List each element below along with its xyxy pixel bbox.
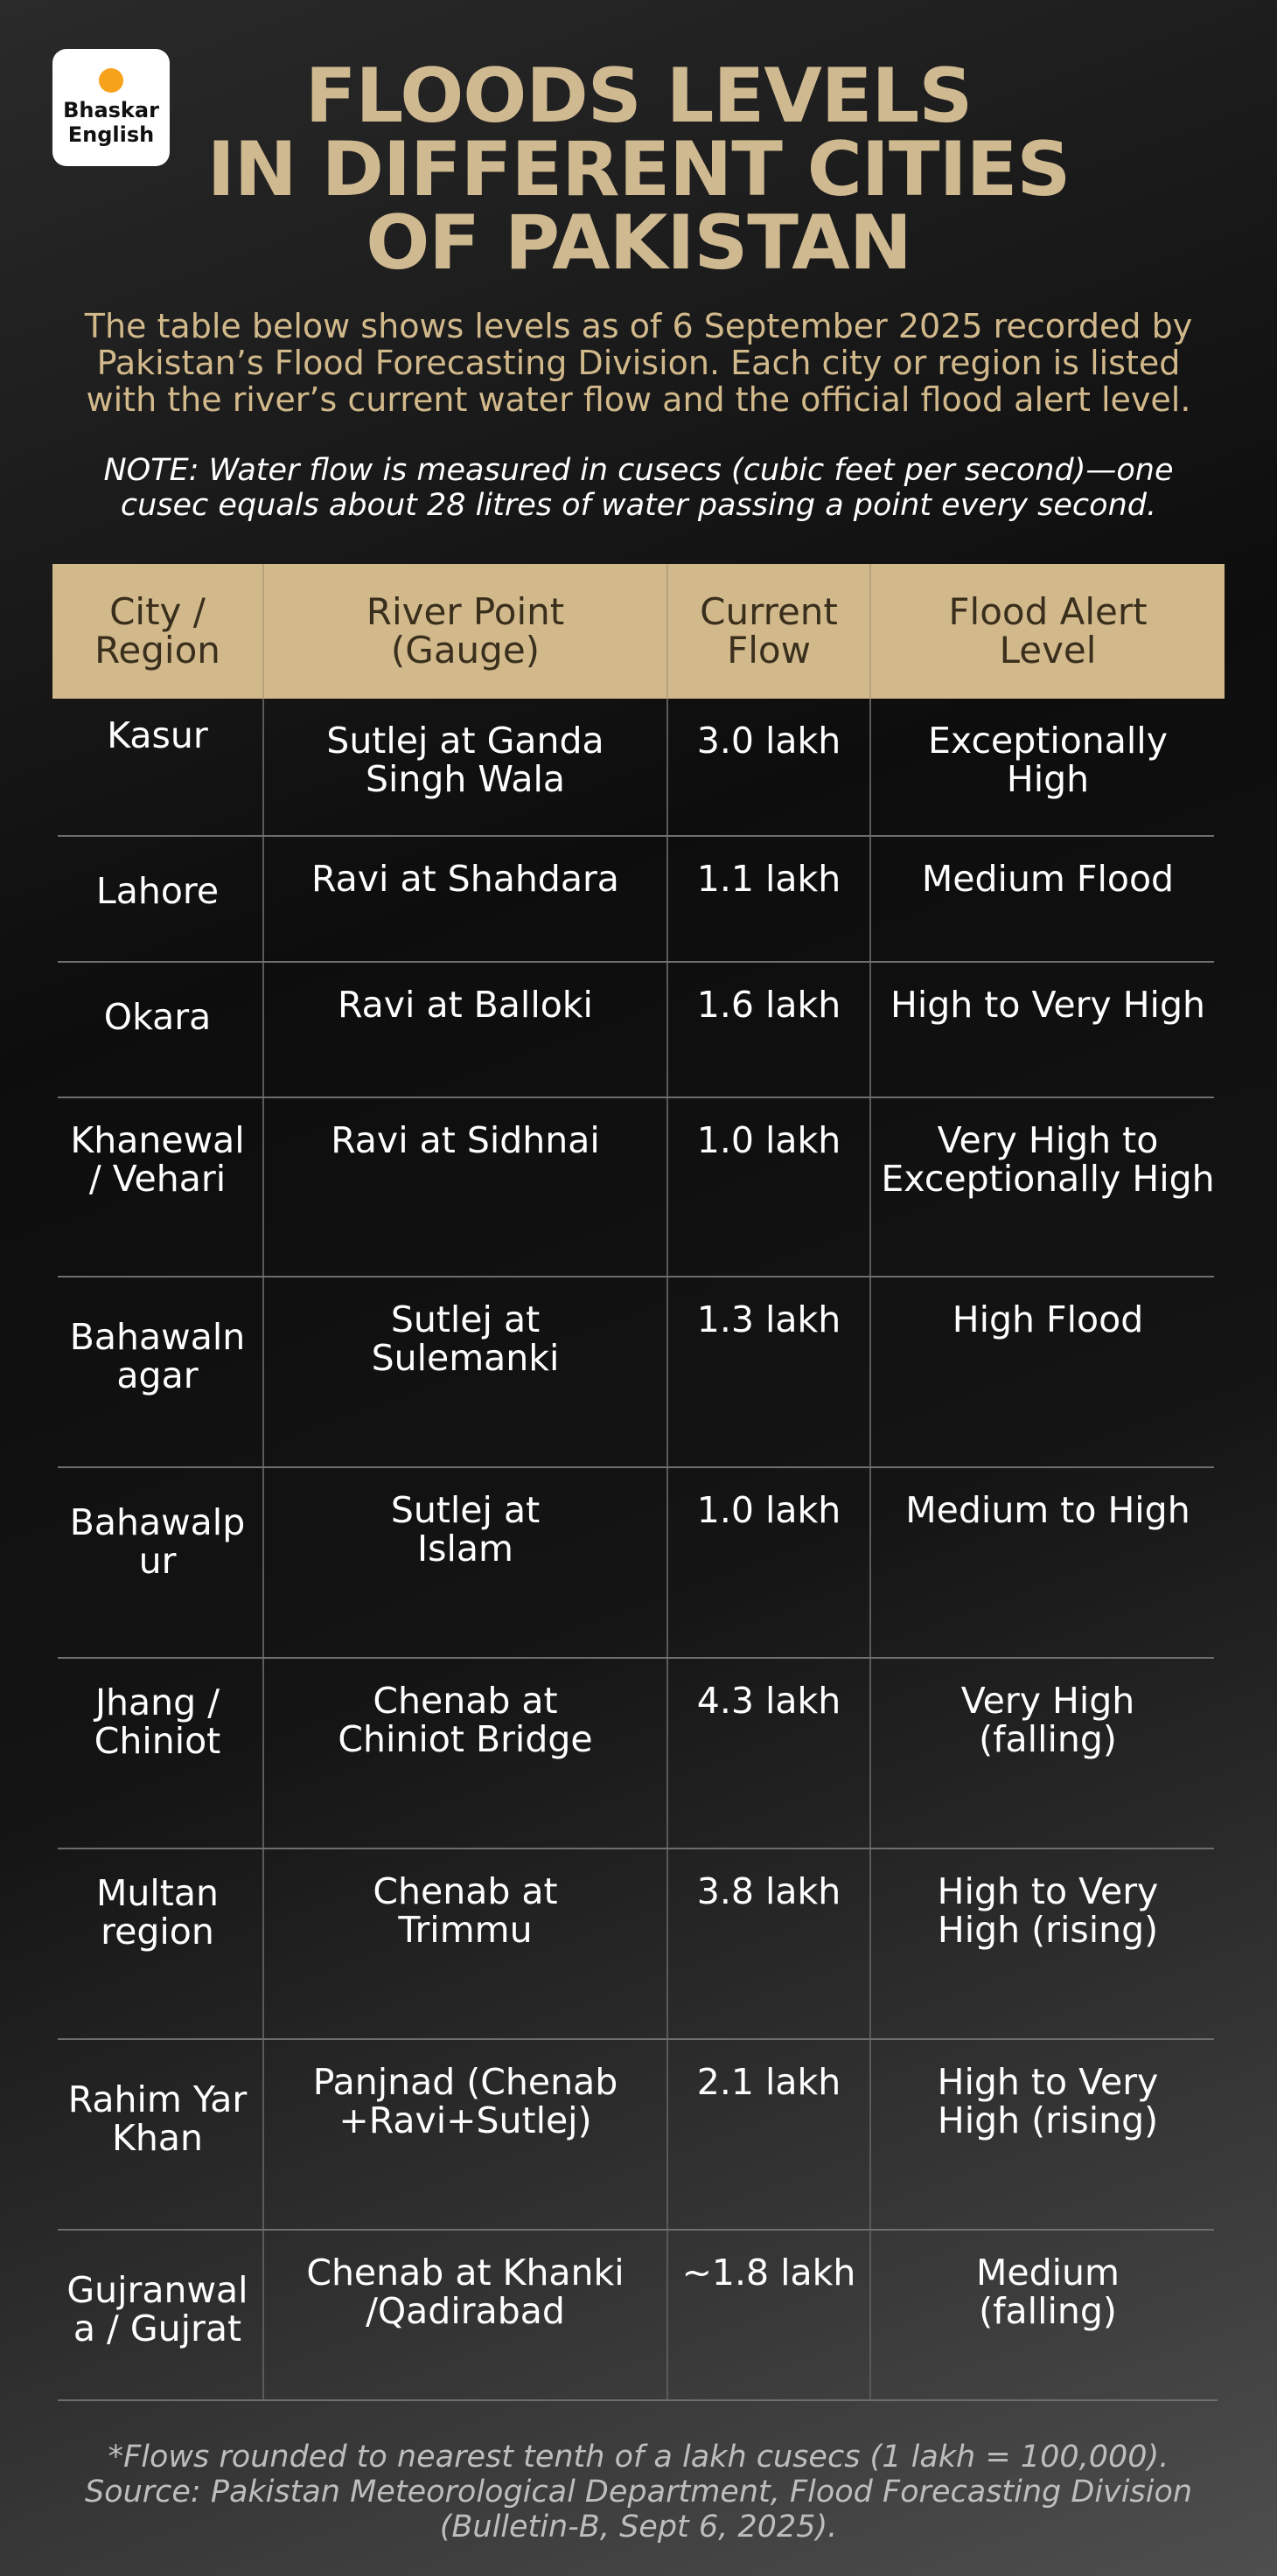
current-flow-cell-line-1: 1.0 lakh xyxy=(696,1119,841,1161)
current-flow-cell xyxy=(668,1098,871,1278)
intro-line-1: The table below shows levels as of 6 September 2025 recorded by xyxy=(84,307,1193,345)
city-cell-line-2: agar xyxy=(116,1354,199,1396)
note-paragraph xyxy=(61,453,1216,523)
header-alert-level-line-1: Flood Alert xyxy=(948,590,1148,633)
city-cell xyxy=(52,1098,264,1278)
intro-paragraph xyxy=(52,308,1225,418)
header-city-line-1: City / xyxy=(109,590,206,633)
river-point-cell xyxy=(264,963,668,1098)
current-flow-cell-line-1: 3.0 lakh xyxy=(696,720,841,762)
alert-level-cell xyxy=(871,1659,1225,1849)
city-cell xyxy=(52,1659,264,1849)
alert-level-cell xyxy=(871,963,1225,1098)
current-flow-cell-line-1: ~1.8 lakh xyxy=(681,2252,856,2294)
title-line-2: IN DIFFERENT CITIES xyxy=(206,126,1071,213)
header-alert-level xyxy=(871,564,1225,699)
header-current-flow xyxy=(668,564,871,699)
alert-level-cell-line-1: Medium Flood xyxy=(921,858,1175,900)
city-cell xyxy=(52,837,264,963)
river-point-cell-line-1: Sutlej at xyxy=(390,1298,541,1340)
city-cell xyxy=(52,963,264,1098)
table-row xyxy=(52,2040,1225,2231)
alert-level-cell xyxy=(871,837,1225,963)
footer-line-3: (Bulletin-B, Sept 6, 2025). xyxy=(439,2510,838,2545)
current-flow-cell-line-1: 1.3 lakh xyxy=(696,1298,841,1340)
river-point-cell-line-2: /Qadirabad xyxy=(366,2290,565,2332)
alert-level-cell-line-2: (falling) xyxy=(979,1718,1117,1760)
alert-level-cell-line-2: High xyxy=(1006,758,1090,800)
current-flow-cell-line-1: 1.6 lakh xyxy=(696,984,841,1026)
city-cell xyxy=(52,2040,264,2231)
river-point-cell-line-2: Chiniot Bridge xyxy=(338,1718,593,1760)
city-cell xyxy=(52,1468,264,1659)
note-line-1: NOTE: Water flow is measured in cusecs (cubic feet per second)—one xyxy=(103,453,1174,488)
header-alert-level-line-2: Level xyxy=(999,629,1097,672)
river-point-cell-line-1: Ravi at Sidhnai xyxy=(331,1119,600,1161)
footer-source-note xyxy=(35,2440,1242,2545)
alert-level-cell-line-2: (falling) xyxy=(979,2290,1117,2332)
title-line-1: FLOODS LEVELS xyxy=(304,52,973,140)
city-cell-line-1: Bahawaln xyxy=(69,1316,246,1358)
river-point-cell xyxy=(264,1468,668,1659)
alert-level-cell-line-1: Medium xyxy=(976,2252,1120,2294)
current-flow-cell-line-1: 4.3 lakh xyxy=(696,1680,841,1722)
table-row xyxy=(52,2231,1225,2401)
header-river-point xyxy=(264,564,668,699)
city-cell-line-1: Khanewal xyxy=(70,1119,245,1161)
alert-level-cell xyxy=(871,1098,1225,1278)
alert-level-cell-line-2: Exceptionally High xyxy=(881,1158,1215,1200)
river-point-cell xyxy=(264,1659,668,1849)
city-cell-line-1: Okara xyxy=(103,996,212,1038)
city-cell-line-1: Gujranwal xyxy=(66,2269,248,2311)
city-cell-line-1: Multan xyxy=(96,1872,219,1914)
city-cell-line-1: Jhang / xyxy=(94,1681,220,1723)
alert-level-cell xyxy=(871,2040,1225,2231)
city-cell-line-2: region xyxy=(101,1911,214,1953)
alert-level-cell-line-1: Medium to High xyxy=(905,1489,1190,1531)
city-cell xyxy=(52,699,264,837)
alert-level-cell-line-1: High to Very xyxy=(937,1870,1159,1912)
alert-level-cell-line-1: High Flood xyxy=(952,1298,1144,1340)
river-point-cell-line-1: Chenab at Khanki xyxy=(306,2252,625,2294)
current-flow-cell xyxy=(668,2231,871,2401)
alert-level-cell xyxy=(871,1468,1225,1659)
alert-level-cell xyxy=(871,1278,1225,1468)
header-city xyxy=(52,564,264,699)
alert-level-cell-line-1: High to Very xyxy=(937,2061,1159,2103)
city-cell xyxy=(52,2231,264,2401)
flood-levels-table xyxy=(52,564,1225,2401)
current-flow-cell xyxy=(668,837,871,963)
table-body xyxy=(52,699,1225,2401)
city-cell-line-1: Bahawalp xyxy=(69,1501,246,1543)
header-river-point-line-2: (Gauge) xyxy=(390,629,541,672)
header-current-flow-line-1: Current xyxy=(700,590,838,633)
header-city-line-2: Region xyxy=(94,629,220,672)
river-point-cell xyxy=(264,2231,668,2401)
alert-level-cell-line-1: Very High to xyxy=(937,1119,1159,1161)
river-point-cell-line-1: Panjnad (Chenab xyxy=(312,2061,618,2103)
river-point-cell-line-1: Sutlej at xyxy=(390,1489,541,1531)
city-cell-line-2: a / Gujrat xyxy=(73,2308,242,2350)
alert-level-cell-line-1: Very High xyxy=(960,1680,1135,1722)
river-point-cell xyxy=(264,1098,668,1278)
table-row xyxy=(52,1849,1225,2040)
current-flow-cell xyxy=(668,1659,871,1849)
footer-line-2: Source: Pakistan Meteorological Department, Flood Forecasting Division xyxy=(84,2475,1193,2510)
city-cell-line-1: Lahore xyxy=(95,870,220,912)
table-row xyxy=(52,1659,1225,1849)
current-flow-cell xyxy=(668,1468,871,1659)
alert-level-cell xyxy=(871,2231,1225,2401)
river-point-cell-line-1: Ravi at Balloki xyxy=(338,984,593,1026)
table-row xyxy=(52,1468,1225,1659)
current-flow-cell-line-1: 1.0 lakh xyxy=(696,1489,841,1531)
river-point-cell-line-1: Ravi at Shahdara xyxy=(311,858,619,900)
note-line-2: cusec equals about 28 litres of water passing a point every second. xyxy=(120,488,1157,523)
river-point-cell xyxy=(264,1278,668,1468)
logo-line-2: English xyxy=(67,122,155,147)
current-flow-cell-line-1: 1.1 lakh xyxy=(696,858,841,900)
header-current-flow-line-2: Flow xyxy=(727,629,811,672)
alert-level-cell-line-2: High (rising) xyxy=(937,1909,1159,1951)
river-point-cell-line-1: Sutlej at Ganda xyxy=(326,720,604,762)
alert-level-cell xyxy=(871,699,1225,837)
city-cell-line-2: / Vehari xyxy=(88,1158,227,1200)
river-point-cell xyxy=(264,2040,668,2231)
table-row xyxy=(52,963,1225,1098)
river-point-cell-line-2: Sulemanki xyxy=(371,1337,560,1379)
current-flow-cell xyxy=(668,699,871,837)
table-row xyxy=(52,1098,1225,1278)
city-cell xyxy=(52,1849,264,2040)
river-point-cell xyxy=(264,837,668,963)
current-flow-cell xyxy=(668,1278,871,1468)
river-point-cell-line-1: Chenab at xyxy=(373,1680,558,1722)
alert-level-cell xyxy=(871,1849,1225,2040)
alert-level-cell-line-1: High to Very High xyxy=(890,984,1205,1026)
city-cell xyxy=(52,1278,264,1468)
river-point-cell-line-1: Chenab at xyxy=(373,1870,558,1912)
current-flow-cell xyxy=(668,2040,871,2231)
river-point-cell xyxy=(264,699,668,837)
alert-level-cell-line-2: High (rising) xyxy=(937,2099,1159,2141)
river-point-cell-line-2: Islam xyxy=(417,1528,513,1570)
table-row xyxy=(52,837,1225,963)
current-flow-cell-line-1: 2.1 lakh xyxy=(696,2061,841,2103)
intro-line-3: with the river’s current water flow and the official flood alert level. xyxy=(86,380,1191,419)
city-cell-line-1: Kasur xyxy=(107,714,208,756)
city-cell-line-2: Khan xyxy=(112,2117,203,2159)
city-cell-line-2: ur xyxy=(138,1540,177,1582)
page-title xyxy=(0,52,1277,287)
river-point-cell xyxy=(264,1849,668,2040)
table-row xyxy=(52,1278,1225,1468)
table-row xyxy=(52,699,1225,837)
current-flow-cell xyxy=(668,1849,871,2040)
current-flow-cell-line-1: 3.8 lakh xyxy=(696,1870,841,1912)
city-cell-line-2: Chiniot xyxy=(94,1720,221,1762)
city-cell-line-1: Rahim Yar xyxy=(67,2078,248,2120)
table-header xyxy=(52,564,1225,699)
alert-level-cell-line-1: Exceptionally xyxy=(928,720,1168,762)
river-point-cell-line-2: Singh Wala xyxy=(365,758,565,800)
river-point-cell-line-2: Trimmu xyxy=(398,1909,533,1951)
header-river-point-line-1: River Point xyxy=(366,590,565,633)
footer-line-1: *Flows rounded to nearest tenth of a lakh cusecs (1 lakh = 100,000). xyxy=(108,2440,1169,2475)
title-line-3: OF PAKISTAN xyxy=(366,199,911,287)
river-point-cell-line-2: +Ravi+Sutlej) xyxy=(338,2099,592,2141)
logo-line-1: Bhaskar xyxy=(63,98,159,122)
current-flow-cell xyxy=(668,963,871,1098)
intro-line-2: Pakistan’s Flood Forecasting Division. Each city or region is listed xyxy=(96,344,1181,382)
